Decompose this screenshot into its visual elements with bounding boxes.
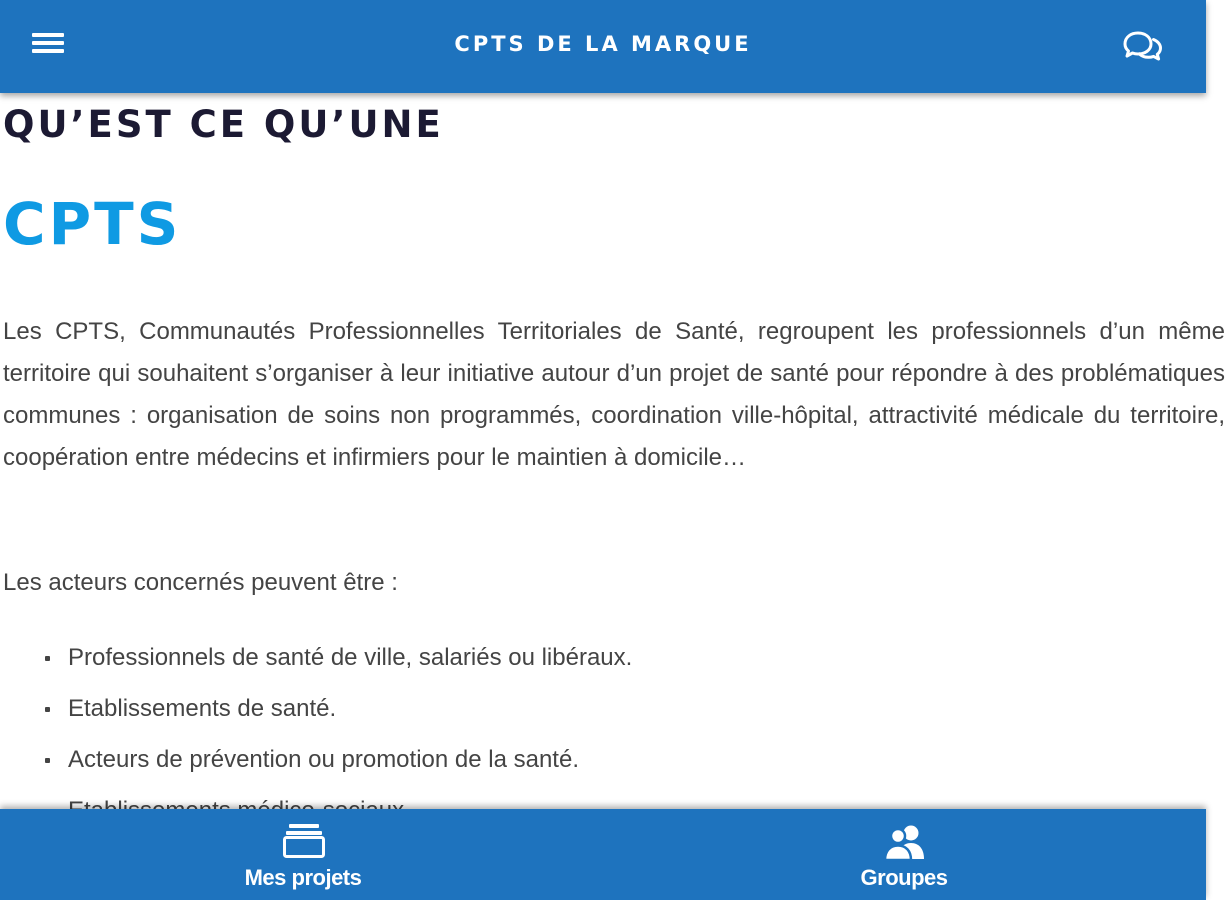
list-item: Acteurs de prévention ou promotion de la santé.: [40, 734, 632, 785]
bottom-navigation: [0, 809, 1206, 900]
app-title: CPTS DE LA MARQUE: [454, 32, 752, 56]
top-app-bar: [0, 0, 1206, 93]
list-item: Etablissements de santé.: [40, 683, 632, 734]
tab-label-groupes: Groupes: [860, 865, 948, 890]
page-heading-line1: QU’EST CE QU’UNE: [3, 103, 444, 146]
actors-intro-paragraph: Les acteurs concernés peuvent être :: [3, 569, 398, 596]
tab-label-mes-projets: Mes projets: [244, 865, 362, 890]
page-content: [0, 93, 1225, 809]
intro-paragraph: Les CPTS, Communautés Professionnelles Territoriales de Santé, regroupent les professionnels d’un même territoire qui souhaitent s’organiser à leur initiative autour d’un projet de santé pour répondre à des problématiques communes : organisation de soins non programmés, coordination ville-hôpital, attractivité médicale du territoire, coopération entre médecins et infirmiers pour le maintien à domicile…: [3, 318, 1225, 471]
tab-mes-projets[interactable]: [0, 809, 603, 900]
list-item: Professionnels de santé de ville, salariés ou libéraux.: [40, 632, 632, 683]
chat-bubbles-icon[interactable]: [1122, 28, 1164, 64]
projects-stack-icon: [283, 823, 325, 864]
actors-list: [40, 632, 632, 836]
page-heading-line2: CPTS: [3, 190, 182, 258]
tab-groupes[interactable]: [603, 809, 1206, 900]
group-users-icon: [882, 823, 928, 866]
